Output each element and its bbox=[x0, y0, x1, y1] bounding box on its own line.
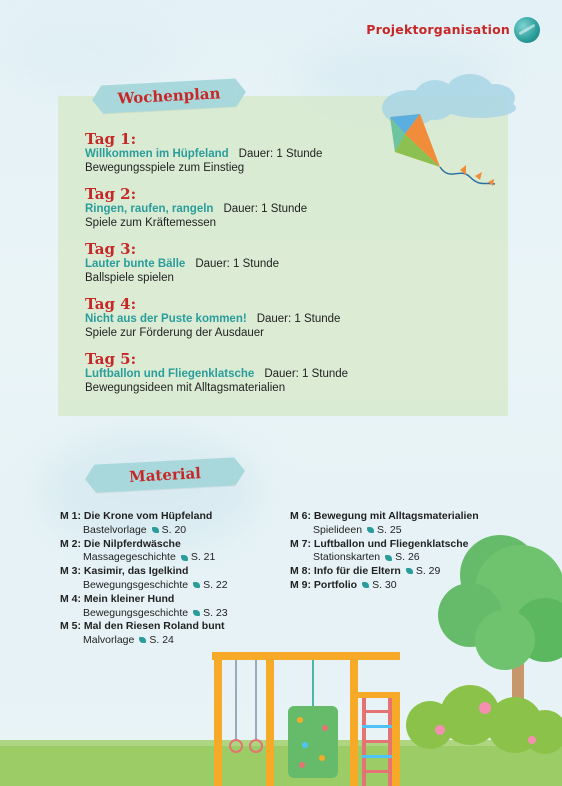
material-type: Malvorlage bbox=[83, 634, 135, 647]
material-page: S. 30 bbox=[372, 578, 397, 591]
day-title: Luftballon und Fliegenklatsche bbox=[85, 368, 255, 380]
material-type: Spielideen bbox=[313, 523, 363, 536]
day-entry bbox=[85, 130, 485, 185]
material-code: M 5: bbox=[60, 620, 81, 633]
material-type: Bewegungsgeschichte bbox=[83, 606, 189, 619]
day-description: Bewegungsspiele zum Einstieg bbox=[85, 162, 245, 174]
day-entry bbox=[85, 185, 485, 240]
material-name: Info für die Eltern bbox=[313, 565, 401, 578]
day-label: Tag 2: bbox=[85, 185, 137, 203]
day-duration: Dauer: 1 Stunde bbox=[223, 203, 308, 215]
material-code: M 1: bbox=[60, 510, 81, 522]
day-label: Tag 1: bbox=[85, 130, 137, 148]
day-label: Tag 3: bbox=[85, 240, 137, 258]
material-name: Kasimir, das Igelkind bbox=[83, 565, 189, 578]
material-page: S. 23 bbox=[203, 606, 228, 619]
material-type: Bastelvorlage bbox=[83, 523, 147, 536]
material-name: Die Krone vom Hüpfeland bbox=[83, 510, 213, 522]
material-page: S. 24 bbox=[149, 634, 174, 647]
material-type: Stationskarten bbox=[313, 551, 381, 564]
day-label: Tag 5: bbox=[85, 350, 137, 368]
day-duration: Dauer: 1 Stunde bbox=[195, 258, 280, 270]
day-list bbox=[85, 130, 485, 405]
material-code: M 8: bbox=[290, 565, 311, 578]
day-label: Tag 4: bbox=[85, 295, 137, 313]
beach-ball-icon bbox=[514, 17, 540, 43]
day-entry bbox=[85, 240, 485, 295]
day-entry bbox=[85, 295, 485, 350]
material-banner: Material bbox=[94, 457, 235, 492]
day-description: Spiele zum Kräftemessen bbox=[85, 217, 217, 229]
day-duration: Dauer: 1 Stunde bbox=[264, 368, 349, 380]
background-wash bbox=[10, 20, 170, 90]
day-entry bbox=[85, 350, 485, 405]
material-name: Mal den Riesen Roland bunt bbox=[83, 620, 225, 633]
material-code: M 9: bbox=[290, 578, 311, 591]
material-page: S. 26 bbox=[395, 551, 420, 564]
material-name: Portfolio bbox=[313, 578, 358, 591]
day-title: Willkommen im Hüpfeland bbox=[85, 148, 229, 160]
material-name: Die Nilpferdwäsche bbox=[83, 537, 181, 550]
day-title: Nicht aus der Puste kommen! bbox=[85, 313, 247, 325]
material-page: S. 29 bbox=[415, 565, 441, 578]
material-code: M 6: bbox=[290, 510, 311, 522]
material-code: M 2: bbox=[60, 537, 81, 550]
material-page: S. 20 bbox=[161, 523, 187, 536]
day-duration: Dauer: 1 Stunde bbox=[256, 313, 341, 325]
material-page: S. 25 bbox=[377, 523, 402, 536]
day-description: Spiele zur Förderung der Ausdauer bbox=[85, 327, 264, 339]
material-name: Bewegung mit Alltagsmaterialien bbox=[313, 510, 479, 522]
weekly-plan-banner: Wochenplan bbox=[101, 79, 236, 114]
material-code: M 7: bbox=[290, 537, 311, 550]
material-name: Luftballon und Fliegenklatsche bbox=[313, 537, 469, 550]
section-title: Projektorganisation bbox=[366, 22, 510, 37]
day-description: Bewegungsideen mit Alltagsmaterialien bbox=[85, 382, 286, 394]
material-type: Bewegungsgeschichte bbox=[83, 578, 189, 591]
playground-illustration bbox=[0, 520, 562, 786]
material-page: S. 21 bbox=[190, 551, 216, 564]
day-duration: Dauer: 1 Stunde bbox=[238, 148, 323, 160]
material-name: Mein kleiner Hund bbox=[83, 592, 175, 605]
day-title: Lauter bunte Bälle bbox=[85, 258, 186, 270]
material-type: Massagegeschichte bbox=[83, 551, 176, 564]
day-title: Ringen, raufen, rangeln bbox=[85, 203, 214, 215]
material-page: S. 22 bbox=[203, 578, 228, 591]
day-description: Ballspiele spielen bbox=[85, 272, 174, 284]
material-code: M 3: bbox=[60, 565, 81, 578]
material-code: M 4: bbox=[60, 592, 81, 605]
